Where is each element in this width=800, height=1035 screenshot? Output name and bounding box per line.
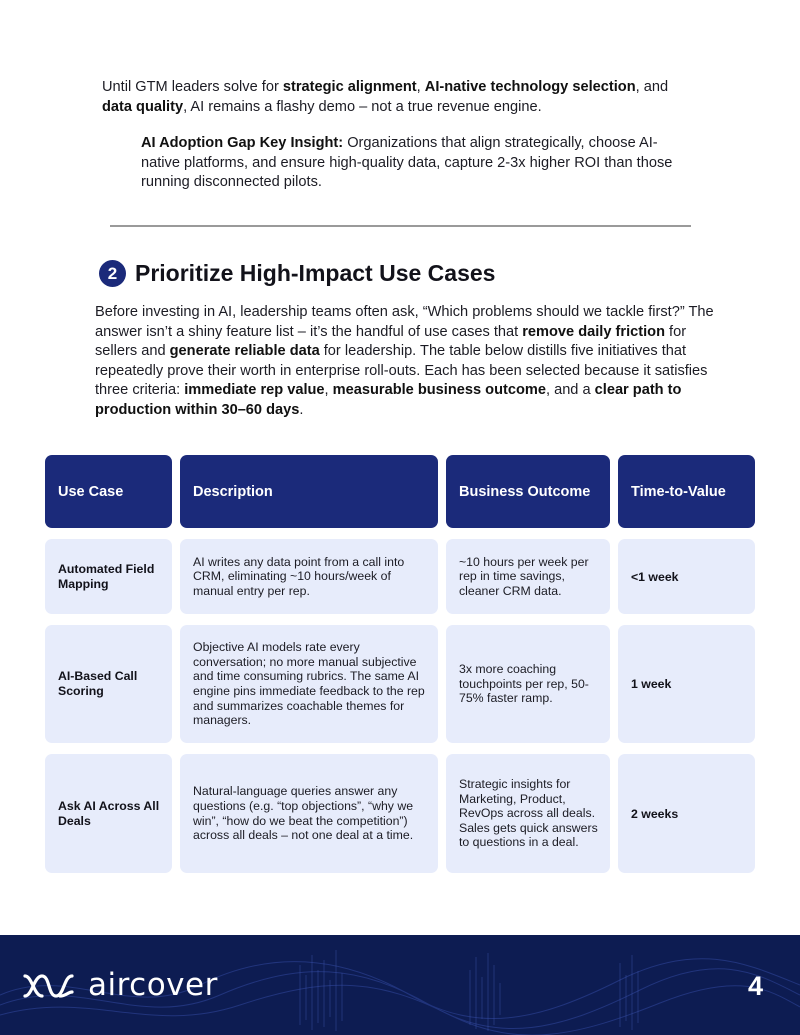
- intro-text: Until GTM leaders solve for: [102, 79, 283, 95]
- table-row-1-use-case: Automated Field Mapping: [45, 539, 172, 614]
- body-bold: measurable business outcome: [332, 382, 546, 399]
- body-text: , and a: [545, 382, 595, 399]
- body-bold: immediate rep value: [184, 382, 325, 399]
- intro-paragraph: [102, 78, 702, 117]
- body-bold: remove daily friction: [522, 323, 665, 340]
- body-bold: clear path to production within 30–60 days: [95, 382, 682, 418]
- intro-text: ,: [416, 79, 425, 95]
- table-row-3-use-case: Ask AI Across All Deals: [45, 754, 172, 873]
- intro-bold-strategic: strategic alignment: [282, 79, 417, 95]
- section-divider: [110, 225, 691, 227]
- body-text: for leadership. The table below distills five initiatives that repeatedly prove their worth in enterprise roll-outs. Each has been selected because it satisfies three criteria:: [95, 343, 708, 399]
- intro-text: , AI remains a flashy demo – not a true revenue engine.: [183, 98, 542, 115]
- brand-name: aircover: [88, 967, 218, 1003]
- table-header-description: Description: [180, 455, 438, 528]
- table-header-outcome: Business Outcome: [446, 455, 610, 528]
- table-header-time-to-value: Time-to-Value: [618, 455, 755, 528]
- key-insight-label: AI Adoption Gap Key Insight:: [141, 135, 344, 151]
- section-title: Prioritize High-Impact Use Cases: [135, 260, 496, 286]
- body-text: for sellers and: [95, 323, 687, 360]
- table-row-2-description: Objective AI models rate every conversation; no more manual subjective and time consuming rubrics. The same AI engine pins immediate feedback to the rep and summarizes coachable themes for managers.: [180, 625, 438, 743]
- body-text: Before investing in AI, leadership teams often ask, “Which problems should we tackle first?” The answer isn’t a shiny feature list – it’s the handful of use cases that: [95, 304, 714, 340]
- table-row-3-outcome: Strategic insights for Marketing, Product, RevOps across all deals. Sales gets quick answers to questions in a deal.: [446, 754, 610, 873]
- table-row-3-description: Natural-language queries answer any questions (e.g. “top objections”, “why we win”, “how do we beat the competition”) across all deals – not one deal at a time.: [180, 754, 438, 873]
- intro-bold-tech: AI-native technology selection: [424, 79, 636, 95]
- table-row-1-outcome: ~10 hours per week per rep in time savings, cleaner CRM data.: [446, 539, 610, 614]
- body-text: .: [299, 401, 304, 418]
- key-insight: [141, 134, 686, 193]
- table-row-2-outcome: 3x more coaching touchpoints per rep, 50-75% faster ramp.: [446, 625, 610, 743]
- table-row-2-use-case: AI-Based Call Scoring: [45, 625, 172, 743]
- body-text: ,: [324, 382, 333, 399]
- section-number-badge: 2: [99, 260, 126, 287]
- page-number: 4: [748, 971, 764, 1001]
- table-header-use-case: Use Case: [45, 455, 172, 528]
- aircover-logo-icon: [22, 970, 76, 1000]
- table-row-3-time-to-value: 2 weeks: [618, 754, 755, 873]
- table-row-1-description: AI writes any data point from a call into CRM, eliminating ~10 hours/week of manual entry per rep.: [180, 539, 438, 614]
- intro-bold-data: data quality: [102, 98, 184, 115]
- body-paragraph: [95, 303, 725, 421]
- table-row-1-time-to-value: <1 week: [618, 539, 755, 614]
- body-bold: generate reliable data: [169, 343, 320, 360]
- table-row-2-time-to-value: 1 week: [618, 625, 755, 743]
- key-insight-text: Organizations that align strategically, choose AI-native platforms, and ensure high-quality data, capture 2-3x higher ROI than those running disconnected pilots.: [141, 135, 673, 191]
- intro-text: , and: [635, 79, 669, 95]
